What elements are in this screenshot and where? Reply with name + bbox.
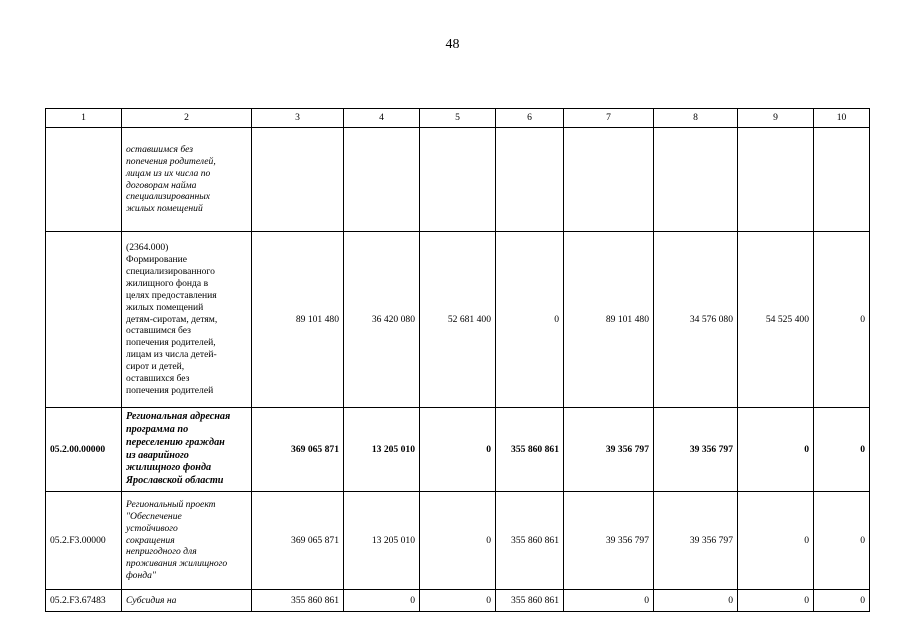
value-cell: 0 — [654, 590, 738, 612]
row-code: 05.2.F3.67483 — [46, 590, 122, 612]
row-code: 05.2.F3.00000 — [46, 492, 122, 590]
row-name: Региональная адресная программа по переселению граждан из аварийного жилищного фонда Ярославской области — [122, 408, 252, 492]
value-cell: 0 — [564, 590, 654, 612]
value-cell — [564, 128, 654, 232]
value-cell: 13 205 010 — [344, 408, 420, 492]
column-header: 6 — [496, 109, 564, 128]
value-cell: 13 205 010 — [344, 492, 420, 590]
column-header: 3 — [252, 109, 344, 128]
value-cell: 0 — [814, 232, 870, 408]
column-header: 9 — [738, 109, 814, 128]
value-cell — [814, 128, 870, 232]
table-row — [46, 408, 870, 492]
value-cell: 0 — [344, 590, 420, 612]
row-code: 05.2.00.00000 — [46, 408, 122, 492]
value-cell: 0 — [814, 492, 870, 590]
table-row — [46, 232, 870, 408]
value-cell: 0 — [814, 408, 870, 492]
column-header: 7 — [564, 109, 654, 128]
value-cell: 0 — [420, 492, 496, 590]
row-name: Региональный проект "Обеспечение устойчивого сокращения непригодного для проживания жилищного фонда" — [122, 492, 252, 590]
value-cell: 36 420 080 — [344, 232, 420, 408]
page-number: 48 — [445, 37, 460, 52]
column-header: 2 — [122, 109, 252, 128]
value-cell: 34 576 080 — [654, 232, 738, 408]
value-cell: 52 681 400 — [420, 232, 496, 408]
value-cell: 89 101 480 — [252, 232, 344, 408]
value-cell: 39 356 797 — [564, 408, 654, 492]
value-cell: 355 860 861 — [496, 408, 564, 492]
value-cell: 355 860 861 — [496, 492, 564, 590]
value-cell: 54 525 400 — [738, 232, 814, 408]
row-name: Субсидия на — [122, 590, 252, 612]
value-cell: 39 356 797 — [564, 492, 654, 590]
value-cell: 369 065 871 — [252, 408, 344, 492]
table-row — [46, 590, 870, 612]
value-cell — [420, 128, 496, 232]
budget-table — [45, 108, 870, 612]
column-header: 1 — [46, 109, 122, 128]
value-cell: 0 — [420, 590, 496, 612]
value-cell — [344, 128, 420, 232]
column-header: 10 — [814, 109, 870, 128]
value-cell — [252, 128, 344, 232]
value-cell: 39 356 797 — [654, 408, 738, 492]
column-header: 5 — [420, 109, 496, 128]
value-cell: 0 — [496, 232, 564, 408]
value-cell: 355 860 861 — [252, 590, 344, 612]
value-cell — [654, 128, 738, 232]
value-cell: 0 — [420, 408, 496, 492]
value-cell: 0 — [738, 590, 814, 612]
value-cell: 0 — [738, 492, 814, 590]
row-name: оставшимся без попечения родителей, лицам из их числа по договорам найма специализированных жилых помещений — [122, 128, 252, 232]
header-row — [46, 109, 870, 128]
value-cell: 0 — [814, 590, 870, 612]
column-header: 4 — [344, 109, 420, 128]
value-cell: 0 — [738, 408, 814, 492]
value-cell: 39 356 797 — [654, 492, 738, 590]
table-row — [46, 492, 870, 590]
value-cell: 89 101 480 — [564, 232, 654, 408]
row-code — [46, 128, 122, 232]
table-row — [46, 128, 870, 232]
row-name: (2364.000) Формирование специализированного жилищного фонда в целях предоставления жилых помещений детям-сиротам, детям, оставшимся без попечения родителей, лицам из числа детей- сирот и детей, оставшихся без попечения родителей — [122, 232, 252, 408]
value-cell — [496, 128, 564, 232]
value-cell — [738, 128, 814, 232]
value-cell: 355 860 861 — [496, 590, 564, 612]
value-cell: 369 065 871 — [252, 492, 344, 590]
row-code — [46, 232, 122, 408]
column-header: 8 — [654, 109, 738, 128]
